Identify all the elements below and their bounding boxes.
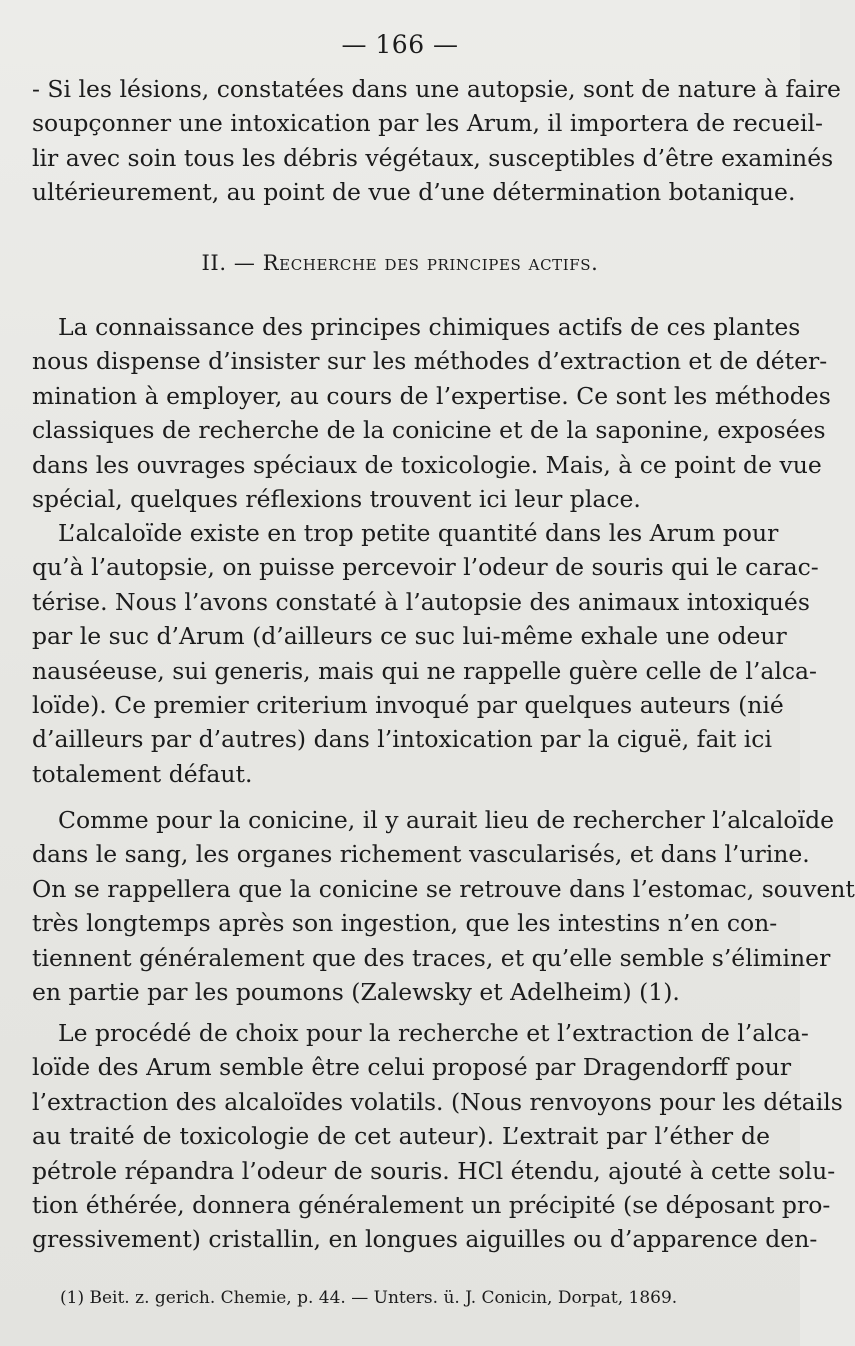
text-line: pétrole répandra l’odeur de souris. HCl étendu, ajouté à cette solu-: [32, 1156, 836, 1185]
section-heading: [0, 251, 800, 275]
text-line: On se rappellera que la conicine se retrouve dans l’estomac, souvent: [32, 874, 855, 903]
text-line: qu’à l’autopsie, on puisse percevoir l’odeur de souris qui le carac-: [32, 553, 819, 582]
text-line: dans les ouvrages spéciaux de toxicologie. Mais, à ce point de vue: [32, 450, 822, 479]
text-line: soupçonner une intoxication par les Arum, il importera de recueil-: [32, 109, 823, 138]
paragraph-3: [32, 803, 855, 1009]
text-line: loïde des Arum semble être celui proposé par Dragendorff pour: [32, 1053, 792, 1082]
text-line: nous dispense d’insister sur les méthodes d’extraction et de déter-: [32, 347, 828, 376]
text-line: Le procédé de choix pour la recherche et l’extraction de l’alca-: [58, 1019, 809, 1047]
text-line: l’extraction des alcaloïdes volatils. (Nous renvoyons pour les détails: [32, 1087, 843, 1116]
paragraph-4: [32, 1016, 843, 1257]
text-line: mination à employer, au cours de l’expertise. Ce sont les méthodes: [32, 381, 831, 410]
footnote: (1) Beit. z. gerich. Chemie, p. 44. — Unters. ü. J. Conicin, Dorpat, 1869.: [60, 1288, 678, 1308]
text-line: tion éthérée, donnera généralement un précipité (se déposant pro-: [32, 1190, 831, 1219]
text-line: térise. Nous l’avons constaté à l’autopsie des animaux intoxiqués: [32, 587, 810, 616]
text-line: loïde). Ce premier criterium invoqué par quelques auteurs (nié: [32, 690, 784, 719]
text-line: par le suc d’Arum (d’ailleurs ce suc lui-même exhale une odeur: [32, 622, 787, 651]
text-line: Comme pour la conicine, il y aurait lieu de rechercher l’alcaloïde: [58, 806, 835, 834]
text-line: nauséeuse, sui generis, mais qui ne rappelle guère celle de l’alca-: [32, 656, 818, 685]
text-line: gressivement) cristallin, en longues aiguilles ou d’apparence den-: [32, 1225, 818, 1254]
text-line: L’alcaloïde existe en trop petite quantité dans les Arum pour: [58, 519, 779, 547]
paragraph-1: [32, 310, 831, 516]
text-line: tiennent généralement que des traces, et qu’elle semble s’éliminer: [32, 943, 831, 972]
text-line: La connaissance des principes chimiques actifs de ces plantes: [58, 313, 801, 341]
page-number: — 166 —: [341, 30, 459, 59]
paragraph-top: [32, 72, 841, 210]
text-line: ultérieurement, au point de vue d’une détermination botanique.: [32, 178, 796, 207]
text-line: classiques de recherche de la conicine et de la saponine, exposées: [32, 416, 826, 445]
text-line: - Si les lésions, constatées dans une autopsie, sont de nature à faire: [32, 75, 841, 103]
text-line: dans le sang, les organes richement vascularisés, et dans l’urine.: [32, 840, 810, 869]
paragraph-2: [32, 516, 819, 791]
text-line: spécial, quelques réflexions trouvent ici leur place.: [32, 484, 641, 513]
text-line: d’ailleurs par d’autres) dans l’intoxication par la ciguë, fait ici: [32, 725, 772, 754]
section-heading-text: II. — Recherche des principes actifs.: [201, 251, 599, 275]
text-line: très longtemps après son ingestion, que les intestins n’en con-: [32, 909, 778, 938]
text-line: en partie par les poumons (Zalewsky et Adelheim) (1).: [32, 977, 680, 1006]
text-line: lir avec soin tous les débris végétaux, susceptibles d’être examinés: [32, 143, 834, 172]
text-line: au traité de toxicologie de cet auteur). L’extrait par l’éther de: [32, 1122, 770, 1151]
text-line: totalement défaut.: [32, 759, 253, 788]
